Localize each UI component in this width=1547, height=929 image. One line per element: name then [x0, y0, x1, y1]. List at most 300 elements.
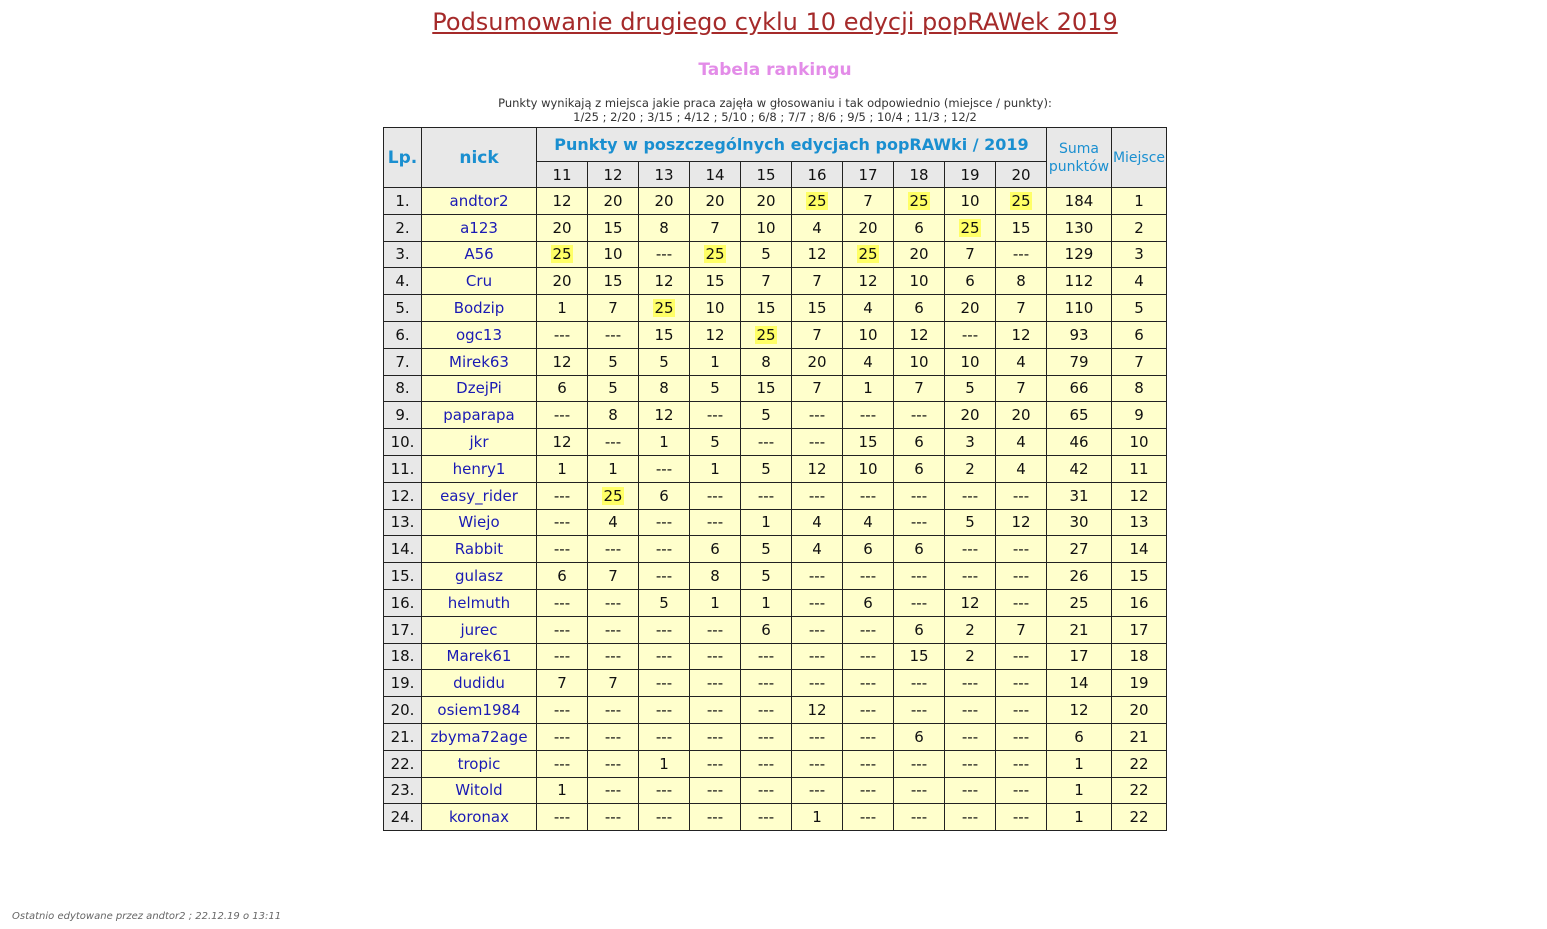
points-value: 7 — [1016, 379, 1026, 398]
points-value: --- — [910, 486, 928, 505]
points-value: 7 — [608, 299, 618, 318]
row-points-cell — [588, 509, 639, 536]
row-points-cell — [588, 375, 639, 402]
table-row — [384, 429, 1167, 456]
row-points-cell — [690, 268, 741, 295]
row-points-cell — [690, 429, 741, 456]
row-points-cell — [741, 804, 792, 831]
points-value: --- — [1012, 701, 1030, 720]
table-row — [384, 616, 1167, 643]
points-value: --- — [604, 781, 622, 800]
row-place: 2 — [1112, 214, 1167, 241]
row-points-cell — [792, 214, 843, 241]
row-sum: 14 — [1047, 670, 1112, 697]
row-points-cell — [792, 509, 843, 536]
row-points-cell — [741, 589, 792, 616]
points-value: 12 — [552, 191, 572, 210]
points-value: --- — [706, 808, 724, 827]
row-points-cell — [792, 697, 843, 724]
points-value: 20 — [705, 191, 725, 210]
points-value: 6 — [557, 567, 567, 586]
points-value: 5 — [761, 406, 771, 425]
col-header-edition: 16 — [792, 162, 843, 188]
row-points-cell — [945, 321, 996, 348]
row-sum: 79 — [1047, 348, 1112, 375]
row-points-cell — [537, 777, 588, 804]
row-lp: 5. — [384, 295, 422, 322]
row-place: 3 — [1112, 241, 1167, 268]
row-lp: 6. — [384, 321, 422, 348]
points-value: 15 — [909, 647, 929, 666]
points-value: 7 — [965, 245, 975, 264]
points-value: 5 — [659, 352, 669, 371]
points-value: 25 — [1011, 191, 1031, 210]
points-value: --- — [1012, 567, 1030, 586]
row-points-cell — [639, 670, 690, 697]
points-value: --- — [961, 325, 979, 344]
points-value: --- — [1012, 245, 1030, 264]
points-value: 12 — [654, 406, 674, 425]
points-value: --- — [655, 781, 673, 800]
row-points-cell — [639, 723, 690, 750]
row-points-cell — [639, 777, 690, 804]
points-value: 7 — [761, 272, 771, 291]
col-header-edition: 11 — [537, 162, 588, 188]
points-value: --- — [604, 754, 622, 773]
row-points-cell — [843, 643, 894, 670]
table-row — [384, 697, 1167, 724]
row-points-cell — [741, 375, 792, 402]
points-value: 25 — [552, 245, 572, 264]
row-nick: helmuth — [422, 589, 537, 616]
points-value: 5 — [608, 379, 618, 398]
row-nick: tropic — [422, 750, 537, 777]
table-row — [384, 643, 1167, 670]
points-value: 6 — [557, 379, 567, 398]
points-value: 8 — [659, 218, 669, 237]
row-points-cell — [690, 670, 741, 697]
row-nick: Mirek63 — [422, 348, 537, 375]
row-points-cell — [843, 402, 894, 429]
row-points-cell — [690, 723, 741, 750]
points-value: --- — [910, 593, 928, 612]
row-sum: 17 — [1047, 643, 1112, 670]
row-points-cell — [945, 589, 996, 616]
points-value: 12 — [552, 352, 572, 371]
points-value: --- — [859, 727, 877, 746]
row-lp: 15. — [384, 563, 422, 590]
row-lp: 22. — [384, 750, 422, 777]
row-place: 14 — [1112, 536, 1167, 563]
points-value: 5 — [761, 540, 771, 559]
points-value: --- — [961, 808, 979, 827]
row-nick: Bodzip — [422, 295, 537, 322]
row-place: 16 — [1112, 589, 1167, 616]
row-points-cell — [945, 482, 996, 509]
row-points-cell — [894, 536, 945, 563]
points-value: --- — [604, 647, 622, 666]
row-points-cell — [588, 616, 639, 643]
points-value: 15 — [603, 272, 623, 291]
row-points-cell — [690, 697, 741, 724]
row-points-cell — [792, 723, 843, 750]
row-points-cell — [639, 268, 690, 295]
row-points-cell — [639, 509, 690, 536]
row-sum: 93 — [1047, 321, 1112, 348]
points-value: 5 — [710, 433, 720, 452]
points-value: 4 — [812, 540, 822, 559]
row-points-cell — [639, 188, 690, 215]
row-place: 22 — [1112, 750, 1167, 777]
row-points-cell — [894, 750, 945, 777]
row-points-cell — [996, 348, 1047, 375]
row-points-cell — [741, 295, 792, 322]
points-value: --- — [655, 674, 673, 693]
points-value: 20 — [1011, 406, 1031, 425]
row-points-cell — [588, 670, 639, 697]
row-points-cell — [792, 804, 843, 831]
points-value: 6 — [914, 620, 924, 639]
points-value: 25 — [603, 486, 623, 505]
row-points-cell — [741, 697, 792, 724]
scoring-note-line2: 1/25 ; 2/20 ; 3/15 ; 4/12 ; 5/10 ; 6/8 ; 7/7 ; 8/6 ; 9/5 ; 10/4 ; 11/3 ; 12/2 — [573, 110, 977, 124]
row-points-cell — [843, 670, 894, 697]
points-value: 2 — [965, 647, 975, 666]
row-points-cell — [894, 455, 945, 482]
row-points-cell — [588, 723, 639, 750]
row-sum: 26 — [1047, 563, 1112, 590]
points-value: 1 — [761, 513, 771, 532]
points-value: 10 — [960, 191, 980, 210]
points-value: 1 — [812, 808, 822, 827]
row-lp: 14. — [384, 536, 422, 563]
points-value: 12 — [807, 245, 827, 264]
points-value: 2 — [965, 620, 975, 639]
points-value: 5 — [608, 352, 618, 371]
points-value: --- — [706, 620, 724, 639]
row-points-cell — [894, 402, 945, 429]
row-points-cell — [792, 429, 843, 456]
row-points-cell — [945, 348, 996, 375]
row-points-cell — [996, 188, 1047, 215]
row-points-cell — [537, 589, 588, 616]
table-row — [384, 348, 1167, 375]
row-points-cell — [792, 536, 843, 563]
points-value: 25 — [858, 245, 878, 264]
row-points-cell — [537, 188, 588, 215]
points-value: --- — [859, 406, 877, 425]
row-points-cell — [741, 509, 792, 536]
points-value: 1 — [710, 352, 720, 371]
row-points-cell — [996, 375, 1047, 402]
row-points-cell — [741, 670, 792, 697]
row-lp: 21. — [384, 723, 422, 750]
row-points-cell — [843, 214, 894, 241]
table-row — [384, 214, 1167, 241]
points-value: 1 — [557, 781, 567, 800]
points-value: 12 — [807, 701, 827, 720]
row-points-cell — [690, 295, 741, 322]
row-points-cell — [792, 295, 843, 322]
row-points-cell — [843, 482, 894, 509]
row-points-cell — [690, 750, 741, 777]
points-value: 4 — [608, 513, 618, 532]
row-points-cell — [639, 214, 690, 241]
row-points-cell — [792, 375, 843, 402]
row-points-cell — [843, 241, 894, 268]
row-nick: zbyma72age — [422, 723, 537, 750]
row-points-cell — [996, 214, 1047, 241]
row-lp: 2. — [384, 214, 422, 241]
row-points-cell — [945, 723, 996, 750]
row-points-cell — [792, 188, 843, 215]
row-points-cell — [537, 429, 588, 456]
row-points-cell — [639, 295, 690, 322]
row-place: 9 — [1112, 402, 1167, 429]
col-header-edition: 14 — [690, 162, 741, 188]
row-points-cell — [894, 616, 945, 643]
points-value: 4 — [812, 218, 822, 237]
row-points-cell — [537, 268, 588, 295]
row-place: 22 — [1112, 804, 1167, 831]
row-nick: Rabbit — [422, 536, 537, 563]
row-points-cell — [843, 455, 894, 482]
row-points-cell — [537, 697, 588, 724]
row-lp: 7. — [384, 348, 422, 375]
points-value: --- — [859, 647, 877, 666]
row-points-cell — [894, 509, 945, 536]
row-points-cell — [945, 643, 996, 670]
row-sum: 31 — [1047, 482, 1112, 509]
row-points-cell — [945, 750, 996, 777]
points-value: --- — [910, 406, 928, 425]
points-value: --- — [604, 701, 622, 720]
row-points-cell — [996, 697, 1047, 724]
row-points-cell — [945, 188, 996, 215]
row-points-cell — [843, 563, 894, 590]
points-value: --- — [859, 701, 877, 720]
row-points-cell — [843, 375, 894, 402]
points-value: 20 — [909, 245, 929, 264]
points-value: 6 — [914, 459, 924, 478]
points-value: --- — [859, 620, 877, 639]
row-points-cell — [639, 429, 690, 456]
row-points-cell — [639, 402, 690, 429]
row-points-cell — [741, 643, 792, 670]
row-lp: 8. — [384, 375, 422, 402]
row-points-cell — [996, 268, 1047, 295]
row-points-cell — [690, 536, 741, 563]
col-header-edition: 19 — [945, 162, 996, 188]
row-points-cell — [537, 482, 588, 509]
points-value: 7 — [812, 325, 822, 344]
table-row — [384, 455, 1167, 482]
row-sum: 25 — [1047, 589, 1112, 616]
row-sum: 129 — [1047, 241, 1112, 268]
row-points-cell — [996, 241, 1047, 268]
col-header-editions-group: Punkty w poszczególnych edycjach popRAWki / 2019 — [537, 128, 1047, 162]
row-points-cell — [996, 589, 1047, 616]
row-points-cell — [741, 616, 792, 643]
row-points-cell — [690, 643, 741, 670]
points-value: --- — [859, 808, 877, 827]
row-points-cell — [996, 804, 1047, 831]
row-points-cell — [690, 375, 741, 402]
row-lp: 23. — [384, 777, 422, 804]
row-points-cell — [741, 402, 792, 429]
points-value: --- — [961, 727, 979, 746]
points-value: --- — [706, 781, 724, 800]
points-value: --- — [553, 593, 571, 612]
row-points-cell — [690, 214, 741, 241]
points-value: --- — [604, 593, 622, 612]
row-points-cell — [537, 455, 588, 482]
points-value: 25 — [756, 325, 776, 344]
row-points-cell — [690, 321, 741, 348]
table-row — [384, 509, 1167, 536]
row-nick: gulasz — [422, 563, 537, 590]
row-points-cell — [894, 375, 945, 402]
points-value: 25 — [807, 191, 827, 210]
row-lp: 11. — [384, 455, 422, 482]
points-value: 7 — [710, 218, 720, 237]
row-points-cell — [792, 563, 843, 590]
points-value: 10 — [858, 325, 878, 344]
points-value: 15 — [1011, 218, 1031, 237]
points-value: 5 — [761, 459, 771, 478]
points-value: --- — [553, 620, 571, 639]
row-points-cell — [639, 643, 690, 670]
row-points-cell — [588, 241, 639, 268]
points-value: --- — [910, 567, 928, 586]
row-points-cell — [588, 804, 639, 831]
points-value: --- — [553, 325, 571, 344]
row-points-cell — [945, 214, 996, 241]
row-points-cell — [537, 402, 588, 429]
row-points-cell — [588, 188, 639, 215]
points-value: --- — [655, 513, 673, 532]
row-nick: paparapa — [422, 402, 537, 429]
points-value: --- — [961, 781, 979, 800]
points-value: --- — [706, 513, 724, 532]
points-value: --- — [808, 433, 826, 452]
col-header-nick: nick — [422, 128, 537, 188]
row-points-cell — [690, 241, 741, 268]
points-value: 10 — [909, 272, 929, 291]
points-value: --- — [757, 754, 775, 773]
points-value: --- — [655, 727, 673, 746]
row-lp: 17. — [384, 616, 422, 643]
points-value: 4 — [1016, 459, 1026, 478]
row-place: 1 — [1112, 188, 1167, 215]
points-value: --- — [757, 727, 775, 746]
row-sum: 1 — [1047, 777, 1112, 804]
row-points-cell — [792, 402, 843, 429]
row-points-cell — [996, 777, 1047, 804]
points-value: --- — [910, 808, 928, 827]
scoring-note-line1: Punkty wynikają z miejsca jakie praca zajęła w głosowaniu i tak odpowiednio (miejsce / punkty): — [498, 96, 1052, 110]
row-points-cell — [945, 804, 996, 831]
row-nick: easy_rider — [422, 482, 537, 509]
points-value: --- — [757, 674, 775, 693]
points-value: --- — [706, 486, 724, 505]
row-points-cell — [588, 697, 639, 724]
row-points-cell — [588, 536, 639, 563]
row-points-cell — [741, 723, 792, 750]
row-points-cell — [996, 295, 1047, 322]
points-value: --- — [553, 754, 571, 773]
points-value: 6 — [914, 433, 924, 452]
points-value: --- — [1012, 540, 1030, 559]
row-points-cell — [588, 563, 639, 590]
points-value: 7 — [608, 674, 618, 693]
row-points-cell — [588, 268, 639, 295]
row-nick: Cru — [422, 268, 537, 295]
row-nick: Witold — [422, 777, 537, 804]
row-points-cell — [792, 241, 843, 268]
row-points-cell — [792, 616, 843, 643]
points-value: 6 — [710, 540, 720, 559]
points-value: --- — [1012, 647, 1030, 666]
col-header-lp: Lp. — [384, 128, 422, 188]
row-points-cell — [690, 616, 741, 643]
row-points-cell — [843, 536, 894, 563]
row-points-cell — [537, 563, 588, 590]
points-value: --- — [1012, 593, 1030, 612]
table-row — [384, 402, 1167, 429]
row-points-cell — [639, 482, 690, 509]
points-value: --- — [910, 754, 928, 773]
points-value: 5 — [761, 567, 771, 586]
row-place: 11 — [1112, 455, 1167, 482]
points-value: --- — [961, 486, 979, 505]
points-value: 20 — [960, 299, 980, 318]
points-value: 20 — [654, 191, 674, 210]
points-value: --- — [961, 567, 979, 586]
row-points-cell — [996, 563, 1047, 590]
points-value: --- — [757, 647, 775, 666]
points-value: --- — [757, 781, 775, 800]
points-value: --- — [655, 620, 673, 639]
row-nick: andtor2 — [422, 188, 537, 215]
row-place: 5 — [1112, 295, 1167, 322]
row-points-cell — [843, 509, 894, 536]
points-value: 1 — [761, 593, 771, 612]
row-points-cell — [537, 375, 588, 402]
row-points-cell — [996, 750, 1047, 777]
points-value: --- — [961, 540, 979, 559]
table-row — [384, 750, 1167, 777]
table-row — [384, 723, 1167, 750]
table-row — [384, 321, 1167, 348]
points-value: --- — [808, 754, 826, 773]
row-points-cell — [639, 241, 690, 268]
row-points-cell — [996, 429, 1047, 456]
points-value: 15 — [705, 272, 725, 291]
row-points-cell — [894, 214, 945, 241]
points-value: 7 — [608, 567, 618, 586]
col-header-place: Miejsce — [1112, 128, 1167, 188]
points-value: 12 — [960, 593, 980, 612]
row-lp: 18. — [384, 643, 422, 670]
row-points-cell — [792, 777, 843, 804]
points-value: 5 — [659, 593, 669, 612]
row-points-cell — [792, 455, 843, 482]
row-points-cell — [588, 777, 639, 804]
row-points-cell — [537, 723, 588, 750]
points-value: 7 — [812, 379, 822, 398]
row-points-cell — [690, 804, 741, 831]
